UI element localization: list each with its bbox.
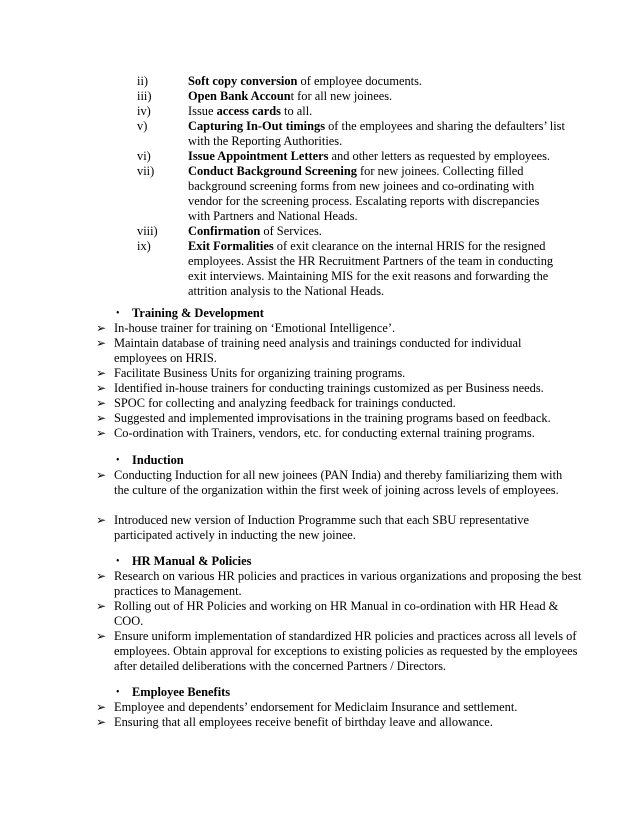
- list-item: Exit Formalities of exit clearance on the internal HRIS for the resigned employees. Assist the HR Recruitment Partners of the team in conducting exit interviews. Maintaining MIS for the exit reasons and forwarding the attrition analysis to the National Heads.: [188, 239, 554, 298]
- arrow-bullet-icon: ➢: [96, 411, 107, 425]
- arrow-bullet-icon: ➢: [96, 599, 107, 613]
- list-item: Confirmation of Services.: [188, 224, 322, 238]
- item-number: iv): [137, 104, 151, 118]
- section-bullet-icon: •: [116, 556, 120, 567]
- bullet-item: In-house trainer for training on ‘Emotional Intelligence’.: [114, 321, 396, 335]
- list-item: Issue access cards to all.: [188, 104, 313, 118]
- bullet-item: Ensuring that all employees receive benefit of birthday leave and allowance.: [114, 715, 493, 729]
- item-number: iii): [137, 89, 152, 103]
- arrow-bullet-icon: ➢: [96, 321, 107, 335]
- arrow-bullet-icon: ➢: [96, 426, 107, 440]
- section-heading: Training & Development: [132, 306, 264, 320]
- arrow-bullet-icon: ➢: [96, 468, 107, 482]
- bullet-item: Suggested and implemented improvisations in the training programs based on feedback.: [114, 411, 551, 425]
- item-number: vi): [137, 149, 151, 163]
- section-bullet-icon: •: [116, 455, 120, 466]
- bullet-item: Maintain database of training need analysis and trainings conducted for individual employees on HRIS.: [114, 336, 522, 365]
- section-heading: Employee Benefits: [132, 685, 231, 699]
- item-number: ix): [137, 239, 151, 253]
- item-number: ii): [137, 74, 149, 88]
- list-item: Conduct Background Screening for new joinees. Collecting filled background screening forms from new joinees and co-ordinating with vendor for the screening process. Escalating reports with discrepancies with Partners and National Heads.: [188, 164, 540, 223]
- arrow-bullet-icon: ➢: [96, 715, 107, 729]
- arrow-bullet-icon: ➢: [96, 336, 107, 350]
- bullet-item: Ensure uniform implementation of standardized HR policies and practices across all levels of employees. Obtain approval for exceptions to existing policies as requested by the employees after detailed deliberations with the concerned Partners / Directors.: [114, 629, 578, 673]
- bullet-item: SPOC for collecting and analyzing feedback for trainings conducted.: [114, 396, 456, 410]
- section-bullet-icon: •: [116, 308, 120, 319]
- list-item: Issue Appointment Letters and other letters as requested by employees.: [188, 149, 551, 163]
- arrow-bullet-icon: ➢: [96, 381, 107, 395]
- arrow-bullet-icon: ➢: [96, 396, 107, 410]
- arrow-bullet-icon: ➢: [96, 513, 107, 527]
- arrow-bullet-icon: ➢: [96, 629, 107, 643]
- section-heading: Induction: [132, 453, 184, 467]
- bullet-item: Identified in-house trainers for conducting trainings customized as per Business needs.: [114, 381, 544, 395]
- section-heading: HR Manual & Policies: [132, 554, 252, 568]
- bullet-item: Employee and dependents’ endorsement for Mediclaim Insurance and settlement.: [114, 700, 518, 714]
- arrow-bullet-icon: ➢: [96, 366, 107, 380]
- item-number: vii): [137, 164, 155, 178]
- bullet-item: Facilitate Business Units for organizing training programs.: [114, 366, 406, 380]
- bullet-item: Conducting Induction for all new joinees (PAN India) and thereby familiarizing them with the culture of the organization within the first week of joining across levels of employees.: [114, 468, 563, 497]
- list-item: Soft copy conversion of employee documents.: [188, 74, 423, 88]
- item-number: v): [137, 119, 148, 133]
- item-number: viii): [137, 224, 158, 238]
- bullet-item: Research on various HR policies and practices in various organizations and proposing the best practices to Management.: [114, 569, 582, 598]
- list-item: Open Bank Account for all new joinees.: [188, 89, 393, 103]
- bullet-item: Co-ordination with Trainers, vendors, etc. for conducting external training programs.: [114, 426, 535, 440]
- arrow-bullet-icon: ➢: [96, 700, 107, 714]
- section-bullet-icon: •: [116, 687, 120, 698]
- bullet-item: Introduced new version of Induction Programme such that each SBU representative participated actively in inducting the new joinee.: [114, 513, 529, 542]
- bullet-item: Rolling out of HR Policies and working on HR Manual in co-ordination with HR Head & COO.: [114, 599, 559, 628]
- arrow-bullet-icon: ➢: [96, 569, 107, 583]
- list-item: Capturing In-Out timings of the employees and sharing the defaulters’ list with the Reporting Authorities.: [188, 119, 565, 148]
